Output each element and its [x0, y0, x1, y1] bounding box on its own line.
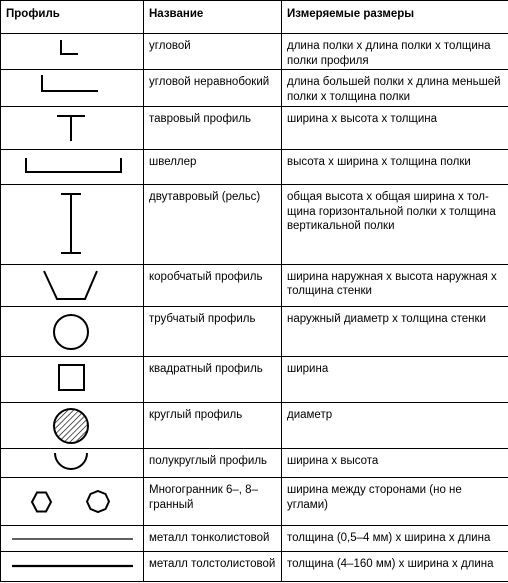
table-row [1, 70, 508, 106]
profile-cell [1, 70, 144, 106]
table-row [1, 478, 508, 525]
angle-profile-icon [1, 34, 144, 70]
profile-cell [1, 34, 144, 70]
table-row [1, 185, 508, 265]
name-cell: двутавровый (рельс) [144, 185, 282, 265]
profile-cell [1, 264, 144, 306]
tube-profile-icon [1, 307, 144, 357]
unequal-angle-profile-icon [1, 70, 144, 106]
table-row [1, 34, 508, 70]
dims-cell: ширина х высота х толщина [282, 106, 508, 149]
dims-cell: диаметр [282, 402, 508, 448]
name-cell: тавровый профиль [144, 106, 282, 149]
name-cell: угловой неравнобокий [144, 70, 282, 106]
profile-cell [1, 357, 144, 402]
profile-cell [1, 307, 144, 357]
profile-cell [1, 149, 144, 184]
profile-cell [1, 106, 144, 149]
table-row [1, 106, 508, 149]
name-cell: металл толстолистовой [144, 551, 282, 581]
table-row [1, 149, 508, 184]
thick-sheet-icon [1, 552, 144, 582]
box-profile-icon [1, 265, 144, 307]
profile-cell [1, 551, 144, 581]
name-cell: металл тонколистовой [144, 525, 282, 551]
dims-cell: длина полки х длина полки х толщина полки профиля [282, 34, 508, 70]
dims-cell: ширина между сторонами (но не углами) [282, 478, 508, 525]
name-cell: квадратный профиль [144, 357, 282, 402]
channel-profile-icon [1, 150, 144, 185]
polygon-profile-icon [1, 478, 144, 525]
name-cell: швеллер [144, 149, 282, 184]
dims-cell: ширина [282, 357, 508, 402]
header-name: Название [144, 1, 282, 34]
table-header-row [1, 1, 508, 34]
dims-cell: наружный диаметр х толщина стенки [282, 307, 508, 357]
square-profile-icon [1, 357, 144, 402]
table-row [1, 357, 508, 402]
header-dimensions: Измеряемые размеры [282, 1, 508, 34]
table-row [1, 402, 508, 448]
profile-cell [1, 185, 144, 265]
name-cell: круглый профиль [144, 402, 282, 448]
dims-cell: толщина (4–160 мм) х ширина х длина [282, 551, 508, 581]
table-row [1, 307, 508, 357]
table-row [1, 525, 508, 551]
dims-cell: ширина наружная х высота наружная х толщина стенки [282, 264, 508, 306]
dims-cell: ширина х высота [282, 449, 508, 478]
name-cell: Многогранник 6–, 8–гранный [144, 478, 282, 525]
t-profile-icon [1, 107, 144, 150]
i-beam-profile-icon [1, 185, 144, 264]
name-cell: коробчатый профиль [144, 264, 282, 306]
table-row [1, 551, 508, 581]
thin-sheet-icon [1, 526, 144, 552]
table-row [1, 449, 508, 478]
profile-cell [1, 449, 144, 478]
dims-cell: общая высота х общая ширина х тол-щина горизонтальной полки х толщина вертикальной полки [282, 185, 508, 265]
profile-cell [1, 478, 144, 525]
profile-cell [1, 525, 144, 551]
round-bar-profile-icon [1, 403, 144, 449]
dims-cell: высота х ширина х толщина полки [282, 149, 508, 184]
name-cell: трубчатый профиль [144, 307, 282, 357]
table-row [1, 264, 508, 306]
name-cell: полукруглый профиль [144, 449, 282, 478]
half-round-profile-icon [1, 449, 144, 478]
dims-cell: толщина (0,5–4 мм) х ширина х длина [282, 525, 508, 551]
profile-cell [1, 402, 144, 448]
header-profile: Профиль [1, 1, 144, 34]
name-cell: угловой [144, 34, 282, 70]
dims-cell: длина большей полки х длина меньшей полки х толщина полки [282, 70, 508, 106]
